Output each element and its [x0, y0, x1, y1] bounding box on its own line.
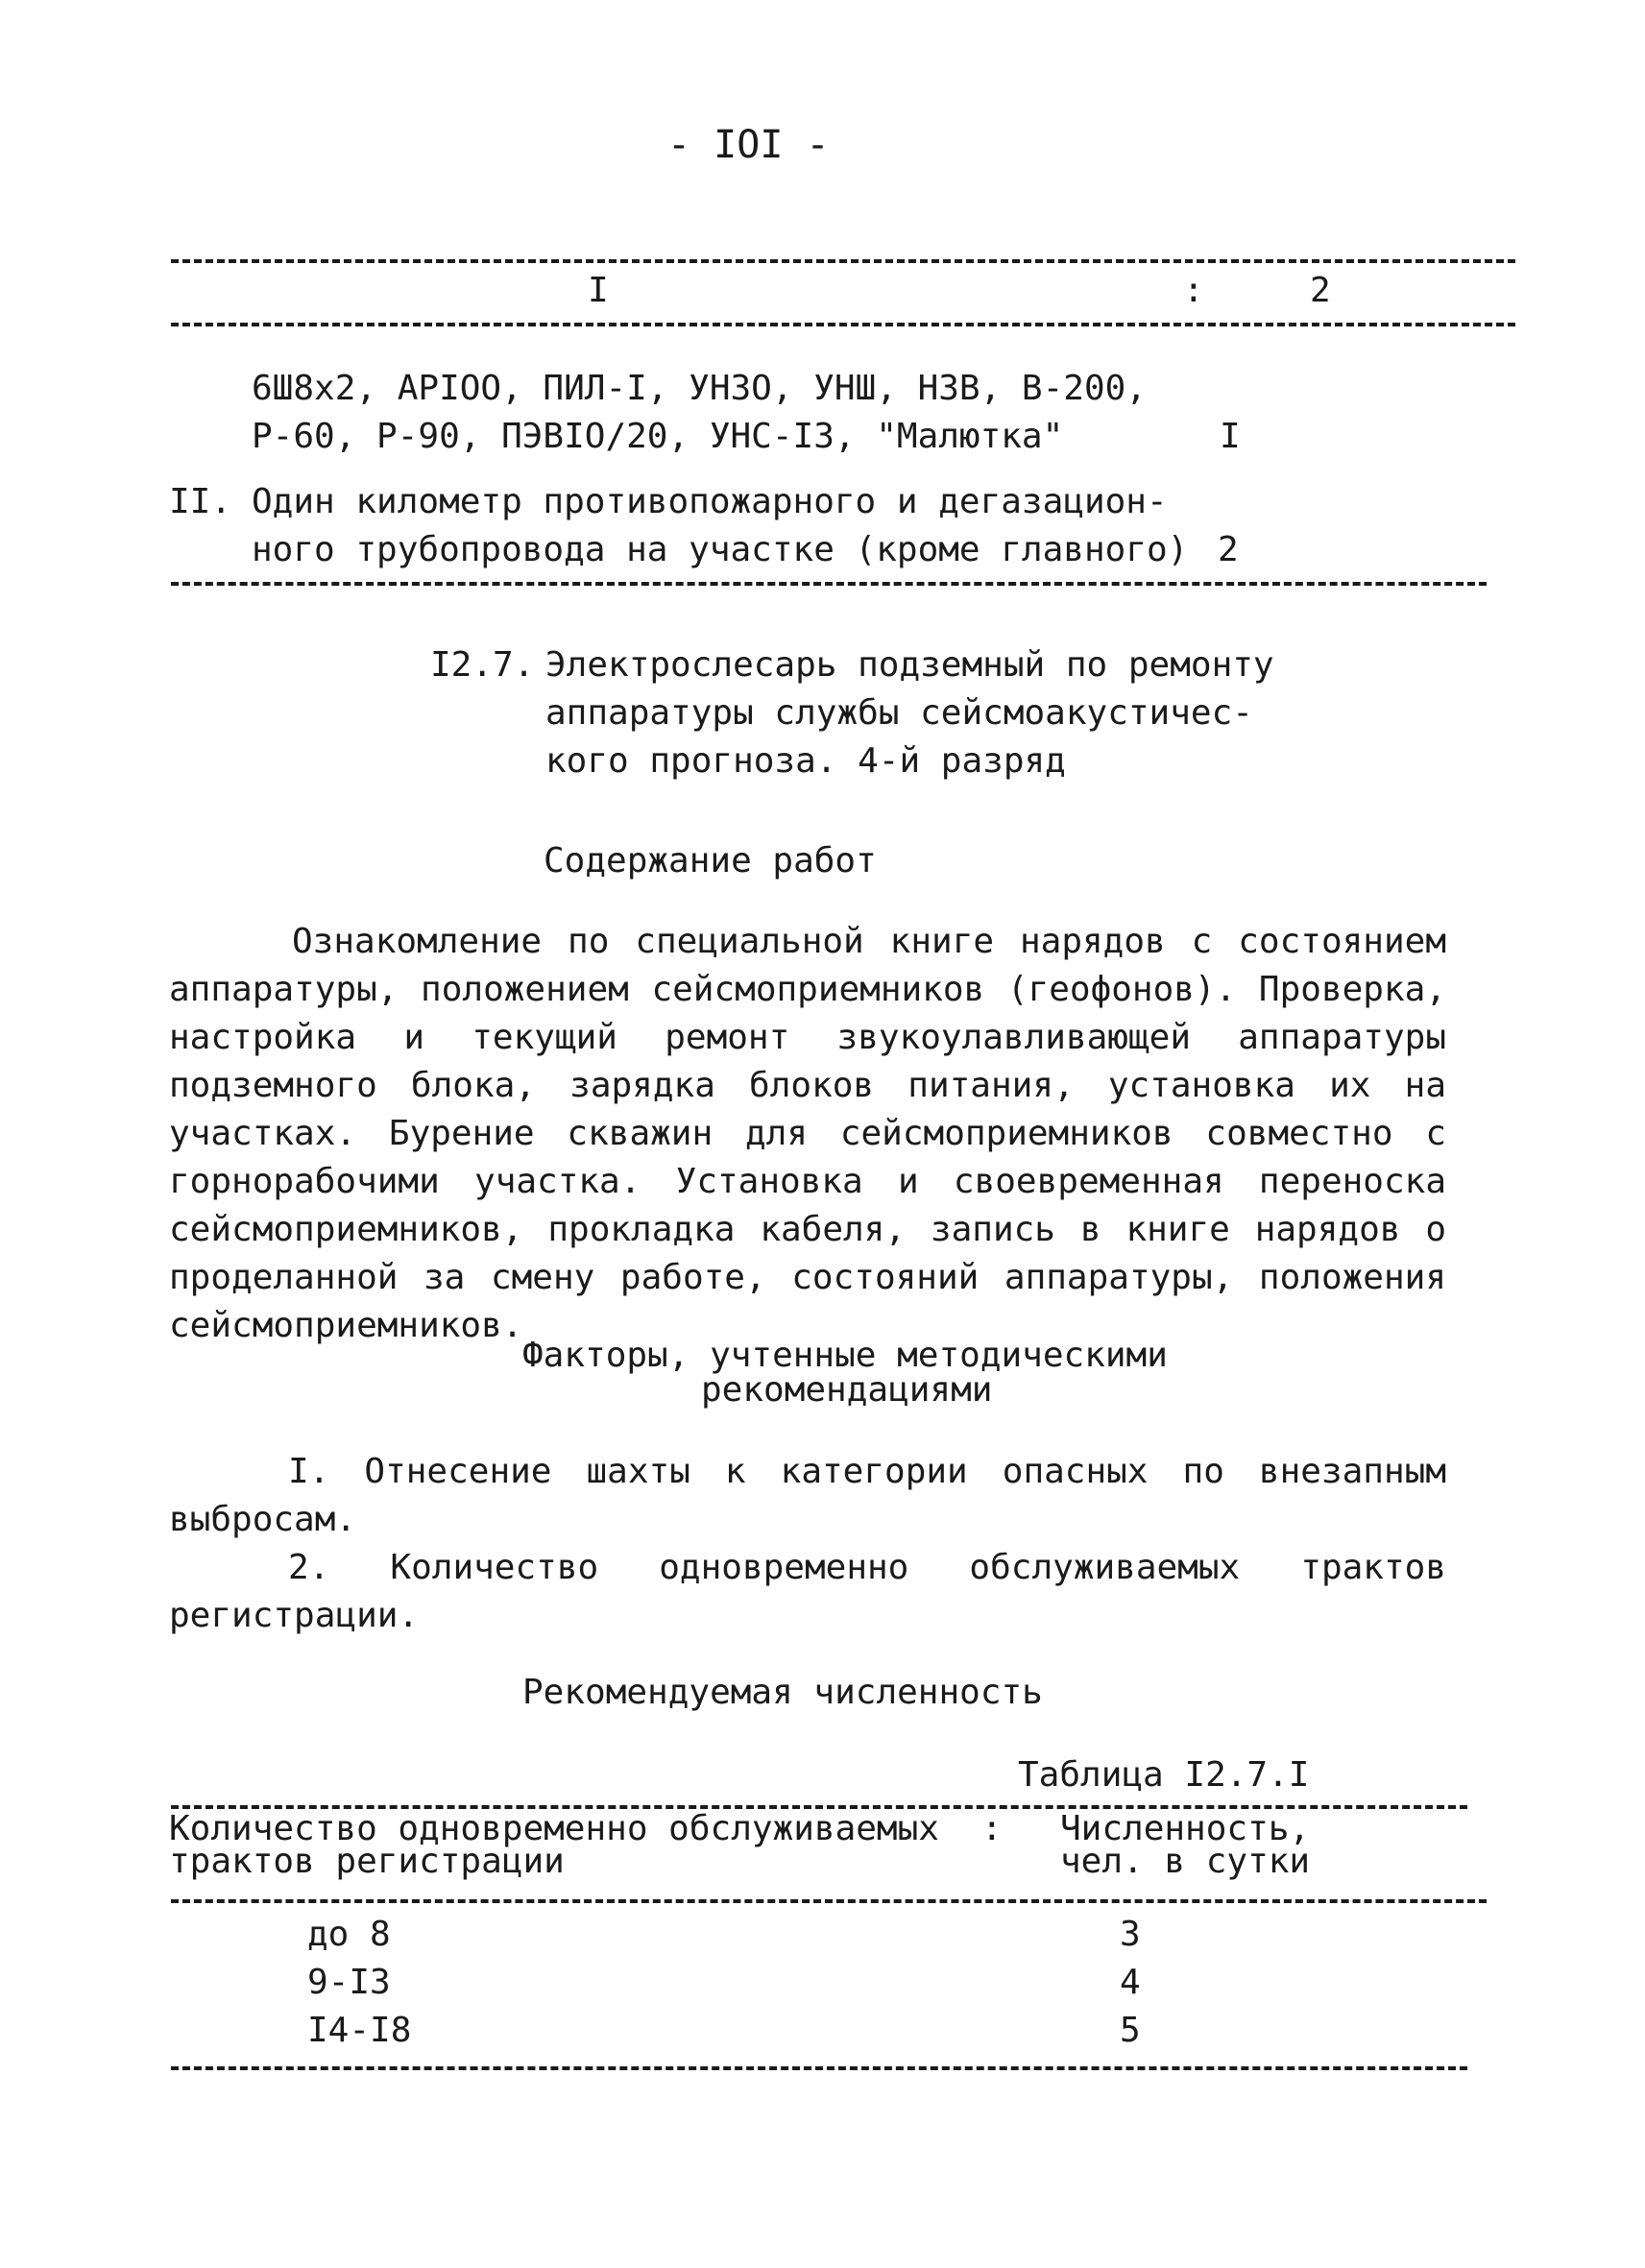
content-heading: Содержание работ [544, 841, 877, 881]
staff-table-row-1-range: до 8 [307, 1915, 391, 1954]
top-table-rule-bottom [171, 582, 1487, 586]
top-table-col-sep: : [1183, 271, 1204, 310]
staff-table-row-1-count: 3 [1120, 1915, 1141, 1954]
factor-item-2 [169, 1544, 1446, 1640]
section-number: I2.7. [430, 645, 535, 685]
staff-table-row-3-range: I4-I8 [307, 2011, 412, 2050]
top-table-col2-header: 2 [1310, 271, 1331, 310]
top-table-row2-value: 2 [1218, 530, 1239, 569]
recommended-heading: Рекомендуемая численность [522, 1673, 1043, 1712]
staff-table-row-2-count: 4 [1120, 1963, 1141, 2002]
content-paragraph [169, 918, 1446, 1350]
top-table-row2-line1: Один километр противопожарного и дегазацион- [252, 482, 1168, 521]
top-table-row1-line1: 6Ш8х2, АРIОО, ПИЛ-I, УНЗО, УНШ, НЗВ, В-200, [252, 369, 1147, 408]
factors-heading-line1: Факторы, учтенные методическими [522, 1336, 1168, 1375]
section-title-line2: аппаратуры службы сейсмоакустичес- [545, 693, 1253, 733]
staff-table-header-col1-line1: Количество одновременно обслуживаемых [169, 1809, 939, 1848]
staff-table-header-col2-line1: Численность, [1060, 1809, 1311, 1848]
section-title-line1: Электрослесарь подземный по ремонту [545, 645, 1274, 685]
top-table-row2-line2: ного трубопровода на участке (кроме главного) [252, 530, 1189, 569]
top-table-col1-header: I [588, 271, 609, 310]
staff-table-header-sep: : [981, 1809, 1003, 1848]
content-text: Ознакомление по специальной книге нарядов с состоянием аппаратуры, положением сейсмоприемников (геофонов). Проверка, настройка и текущий ремонт звукоулавливающей аппаратуры подземного блока, зарядка блоков питания, установка их на участках. Бурение скважин для сейсмоприемников совместно с горнорабочими участка. Установка и своевременная переноска сейсмоприемников, прокладка кабеля, запись в книге нарядов о проделанной за смену работе, состояний аппаратуры, положения сейсмоприемников. [169, 922, 1446, 1345]
factor-item-1-text: I. Отнесение шахты к категории опасных по внезапным выбросам. [169, 1452, 1446, 1539]
top-table-row2-num: II. [169, 482, 232, 521]
factor-item-1 [169, 1448, 1446, 1544]
staff-table-row-3-count: 5 [1120, 2011, 1141, 2050]
staff-table-header-col2-line2: чел. в сутки [1060, 1842, 1311, 1881]
staff-table-rule-bottom [171, 2066, 1467, 2070]
page-number: - IOI - [667, 123, 830, 167]
factor-item-2-text: 2. Количество одновременно обслуживаемых трактов регистрации. [169, 1548, 1446, 1635]
top-table-row1-line2: Р-60, Р-90, ПЭВIO/20, УНС-I3, "Малютка" [252, 417, 1064, 456]
section-title-line3: кого прогноза. 4-й разряд [545, 741, 1066, 781]
top-table-rule-header [171, 323, 1515, 326]
factors-heading-line2: рекомендациями [701, 1370, 993, 1410]
top-table-rule-top [171, 259, 1515, 263]
staff-table-header-col1-line2: трактов регистрации [169, 1842, 565, 1881]
staff-table-rule-header [171, 1899, 1487, 1903]
top-table-row1-value: I [1220, 417, 1241, 456]
table-caption: Таблица I2.7.I [1018, 1755, 1310, 1795]
staff-table-row-2-range: 9-I3 [307, 1963, 391, 2002]
